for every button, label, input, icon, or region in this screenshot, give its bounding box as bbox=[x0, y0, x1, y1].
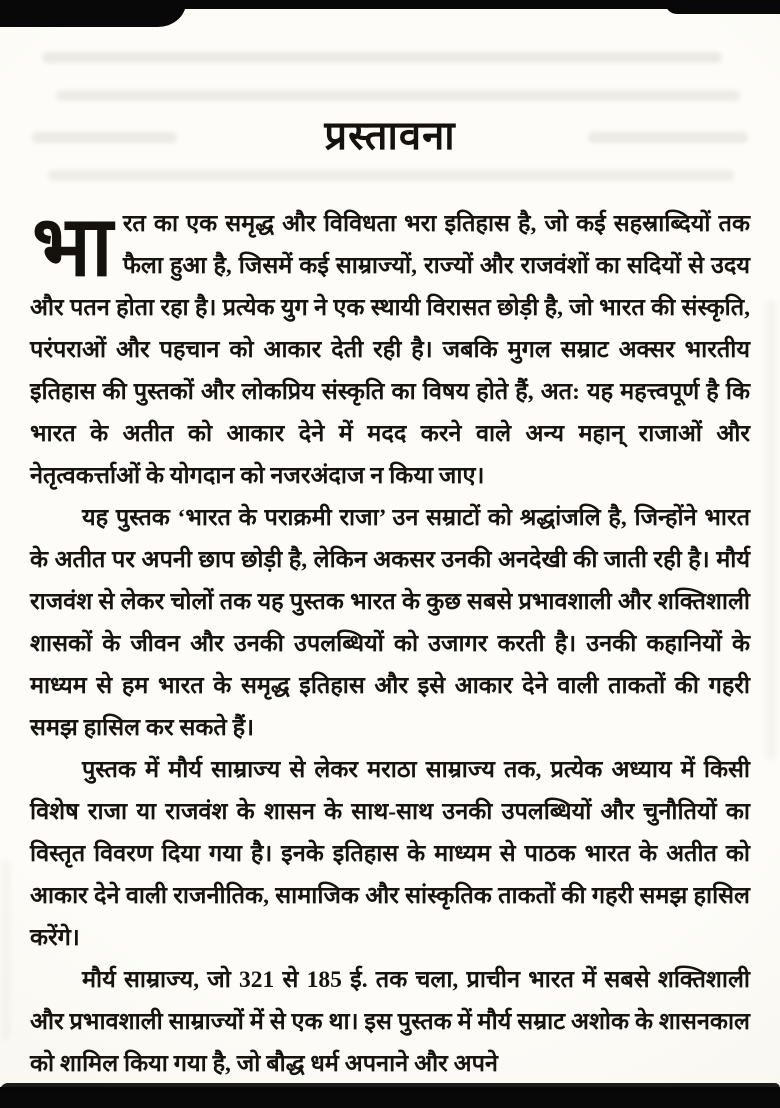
scan-smudge-top-left bbox=[0, 0, 186, 27]
scan-smudge-top-right bbox=[665, 0, 780, 14]
paragraph-2: यह पुस्तक ‘भारत के पराक्रमी राजा’ उन सम्राटों को श्रद्धांजलि है, जिन्होंने भारत के अतीत पर अपनी छाप छोड़ी है, लेकिन अकसर उनकी अनदेखी की जाती रही है। मौर्य राजवंश से लेकर चोलों तक यह पुस्तक भारत के कुछ सबसे प्रभावशाली और शक्तिशाली शासकों के जीवन और उनकी उपलब्धियों को उजागर करती है। उनकी कहानियों के माध्यम से हम भारत के समृद्ध इतिहास और इसे आकार देने वाली ताकतों की गहरी समझ हासिल कर सकते हैं। bbox=[30, 505, 750, 741]
paragraph-1 bbox=[30, 203, 750, 497]
show-through-line bbox=[42, 52, 722, 63]
paragraph-3: पुस्तक में मौर्य साम्राज्य से लेकर मराठा साम्राज्य तक, प्रत्येक अध्याय में किसी विशेष राजा या राजवंश के शासन के साथ-साथ उनकी उपलब्धियों और चुनौतियों का विस्तृत विवरण दिया गया है। इनके इतिहास के माध्यम से पाठक भारत के अतीत को आकार देने वाली राजनीतिक, सामाजिक और सांस्कृतिक ताकतों की गहरी समझ हासिल करेंगे। bbox=[30, 757, 750, 951]
show-through-line bbox=[56, 90, 740, 101]
page-title: प्रस्तावना bbox=[324, 113, 456, 158]
body-text bbox=[30, 203, 750, 1085]
show-through-margin-left bbox=[2, 860, 10, 1040]
drop-cap: भा bbox=[32, 201, 113, 294]
paragraph-1-text: रत का एक समृद्ध और विविधता भरा इतिहास है, जो कई सहस्राब्दियों तक फैला हुआ है, जिसमें कई साम्राज्यों, राज्यों और राजवंशों का सदियों से उदय और पतन होता रहा है। प्रत्येक युग ने एक स्थायी विरासत छोड़ी है, जो भारत की संस्कृति, परंपराओं और पहचान को आकार देती रही है। जबकि मुगल सम्राट अक्सर भारतीय इतिहास की पुस्तकों और लोकप्रिय संस्कृति का विषय होते हैं, अत: यह महत्त्वपूर्ण है कि भारत के अतीत को आकार देने में मदद करने वाले अन्य महान् राजाओं और नेतृत्वकर्त्ताओं के योगदान को नजरअंदाज न किया जाए। bbox=[30, 211, 750, 489]
page-content bbox=[30, 106, 750, 1085]
paragraph-4: मौर्य साम्राज्य, जो 321 से 185 ई. तक चला, प्राचीन भारत में सबसे शक्तिशाली और प्रभावशाली साम्राज्यों में से एक था। इस पुस्तक में मौर्य सम्राट अशोक के शासनकाल को शामिल किया गया है, जो बौद्ध धर्म अपनाने और अपने bbox=[30, 967, 750, 1077]
show-through-margin-right bbox=[766, 300, 776, 760]
